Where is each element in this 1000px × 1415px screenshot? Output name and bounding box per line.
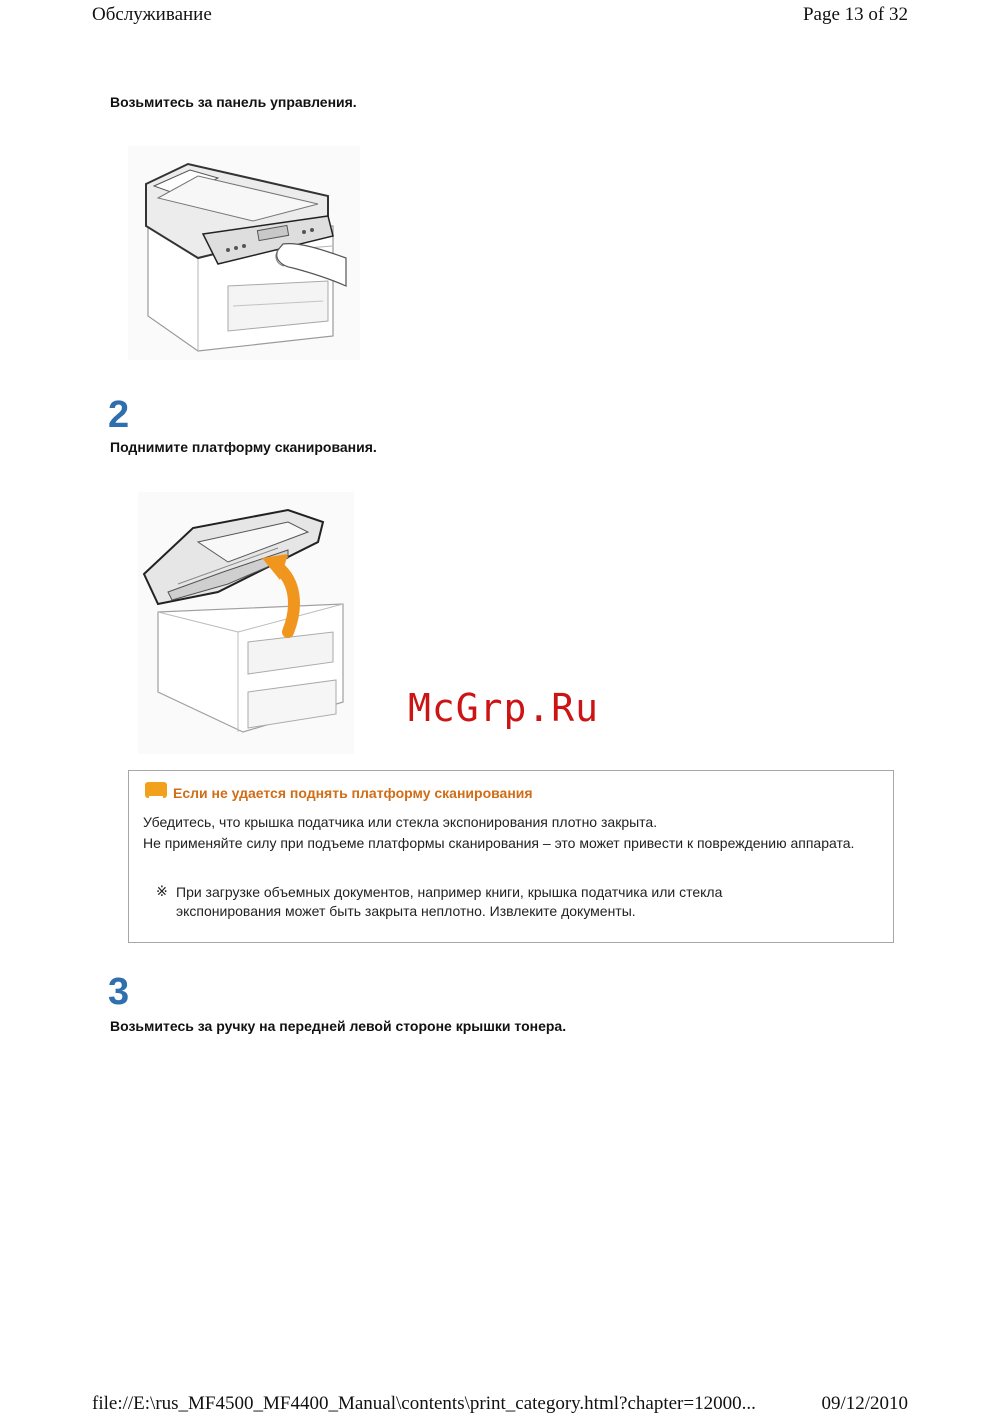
watermark-text: McGrp.Ru — [408, 686, 600, 730]
step1-instruction: Возьмитесь за панель управления. — [110, 94, 357, 110]
header-page-number: Page 13 of 32 — [802, 4, 908, 25]
note-title: Если не удается поднять платформу сканирования — [173, 784, 533, 801]
step3-instruction: Возьмитесь за ручку на передней левой стороне крышки тонера. — [110, 1018, 567, 1034]
reference-mark-icon: ※ — [156, 883, 168, 899]
note-subnote-text: При загрузке объемных документов, например книги, крышка податчика или стекла экспонирования может быть закрыта неплотно. Извлеките документы. — [176, 884, 723, 919]
note-line-2: Не применяйте силу при подъеме платформы сканирования – это может привести к повреждению аппарата. — [143, 835, 855, 851]
note-box — [128, 770, 894, 943]
printer-hand-on-panel-illustration — [128, 146, 360, 360]
step3-number: 3 — [108, 971, 130, 1013]
note-title-row — [144, 780, 533, 805]
step2-instruction: Поднимите платформу сканирования. — [110, 439, 377, 455]
header-section-title: Обслуживание — [92, 4, 212, 25]
footer-date: 09/12/2010 — [821, 1393, 908, 1414]
footer-file-path: file://E:\rus_MF4500_MF4400_Manual\contents\print_category.html?chapter=12000... — [92, 1393, 756, 1414]
printer-scanner-lifted-illustration — [138, 492, 354, 754]
note-line-1: Убедитесь, что крышка податчика или стекла экспонирования плотно закрыта. — [143, 814, 658, 830]
note-subnote — [156, 883, 826, 921]
step2-number: 2 — [108, 394, 130, 436]
note-icon — [144, 780, 168, 805]
